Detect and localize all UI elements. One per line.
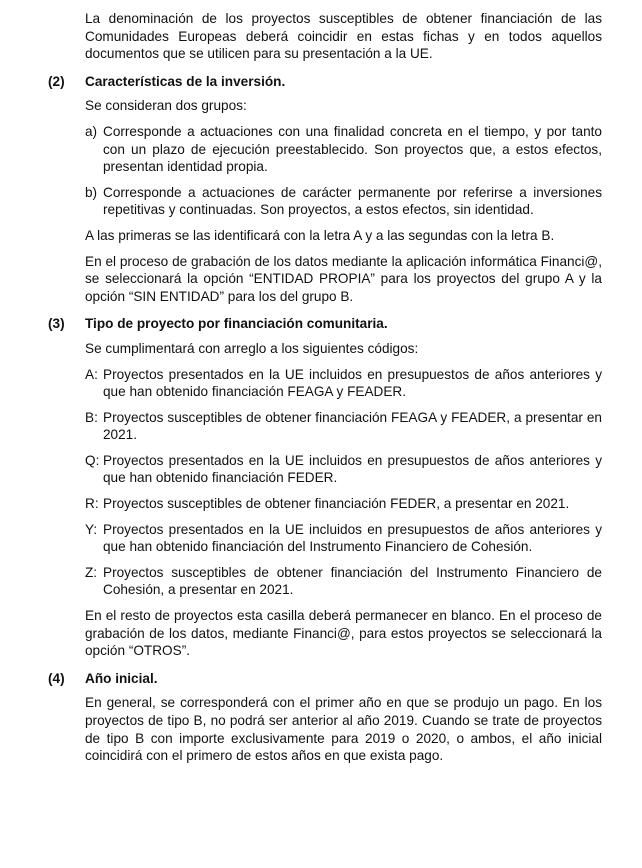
section-3-heading xyxy=(48,315,602,333)
section-3-title: Tipo de proyecto por financiación comunitaria. xyxy=(85,316,388,332)
list-item xyxy=(85,184,602,219)
list-marker: R: xyxy=(85,496,99,512)
list-item-text: Proyectos susceptibles de obtener financiación FEDER, a presentar en 2021. xyxy=(103,496,570,512)
list-item-text: Corresponde a actuaciones de carácter permanente por referirse a inversiones repetitivas y continuadas. Son proyectos, a estos efectos, sin identidad. xyxy=(103,184,602,218)
section-2-lead: Se consideran dos grupos: xyxy=(85,98,247,114)
list-marker: A: xyxy=(85,366,98,382)
section-4-title: Año inicial. xyxy=(85,670,158,686)
list-item xyxy=(85,366,602,401)
list-marker: Q: xyxy=(85,452,100,468)
list-marker: a) xyxy=(85,123,98,139)
section-2-number: (2) xyxy=(48,73,65,89)
section-2-title: Características de la inversión. xyxy=(85,73,286,89)
list-item-text: Proyectos presentados en la UE incluidos en presupuestos de años anteriores y que han obtenido financiación del Instrumento Financiero de Cohesión. xyxy=(103,521,602,555)
list-marker: B: xyxy=(85,409,98,425)
section-4-paragraph-1: En general, se corresponderá con el primer año en que se produjo un pago. En los proyectos de tipo B, no podrá ser anterior al año 2019. Cuando se trate de proyectos de tipo B con importe exclusivamente para 2019 o 2020, o ambos, el año inicial coincidirá con el primero de estos años en que exista pago. xyxy=(85,695,602,764)
section-4-number: (4) xyxy=(48,670,65,686)
section-3-paragraph-1: En el resto de proyectos esta casilla deberá permanecer en blanco. En el proceso de grabación de los datos, mediante Financi@, para estos proyectos se seleccionará la opción “OTROS”. xyxy=(85,608,602,659)
document-page xyxy=(48,10,602,765)
list-item-text: Proyectos presentados en la UE incluidos en presupuestos de años anteriores y que han obtenido financiación FEDER. xyxy=(103,452,602,486)
list-marker: b) xyxy=(85,184,98,200)
list-item-text: Proyectos susceptibles de obtener financiación FEAGA y FEADER, a presentar en 2021. xyxy=(103,409,602,443)
list-item xyxy=(85,521,602,556)
list-item xyxy=(85,409,602,444)
list-item-text: Corresponde a actuaciones con una finalidad concreta en el tiempo, y por tanto con un plazo de ejecución preestablecido. Son proyectos que, a estos efectos, presentan identidad propia. xyxy=(103,123,602,175)
section-3-number: (3) xyxy=(48,316,65,332)
list-item xyxy=(85,452,602,487)
list-item-text: Proyectos presentados en la UE incluidos en presupuestos de años anteriores y que han obtenido financiación FEAGA y FEADER. xyxy=(103,366,602,400)
list-item xyxy=(85,123,602,176)
section-2-paragraph-2: En el proceso de grabación de los datos mediante la aplicación informática Financi@, se seleccionará la opción “ENTIDAD PROPIA” para los proyectos del grupo A y la opción “SIN ENTIDAD” para los del grupo B. xyxy=(85,253,602,304)
list-marker: Y: xyxy=(85,521,98,537)
list-item xyxy=(85,495,602,513)
list-item-text: Proyectos susceptibles de obtener financiación del Instrumento Financiero de Cohesión, a presentar en 2021. xyxy=(103,564,602,598)
section-2-heading xyxy=(48,73,602,91)
intro-paragraph: La denominación de los proyectos susceptibles de obtener financiación de las Comunidades Europeas deberá coincidir en estas fichas y en todos aquellos documentos que se utilicen para su presentación a la UE. xyxy=(85,11,602,62)
section-3-lead: Se cumplimentará con arreglo a los siguientes códigos: xyxy=(85,340,419,356)
section-2-paragraph-1: A las primeras se las identificará con la letra A y a las segundas con la letra B. xyxy=(85,227,555,243)
list-item xyxy=(85,564,602,599)
section-4-heading xyxy=(48,670,602,688)
list-marker: Z: xyxy=(85,564,98,580)
